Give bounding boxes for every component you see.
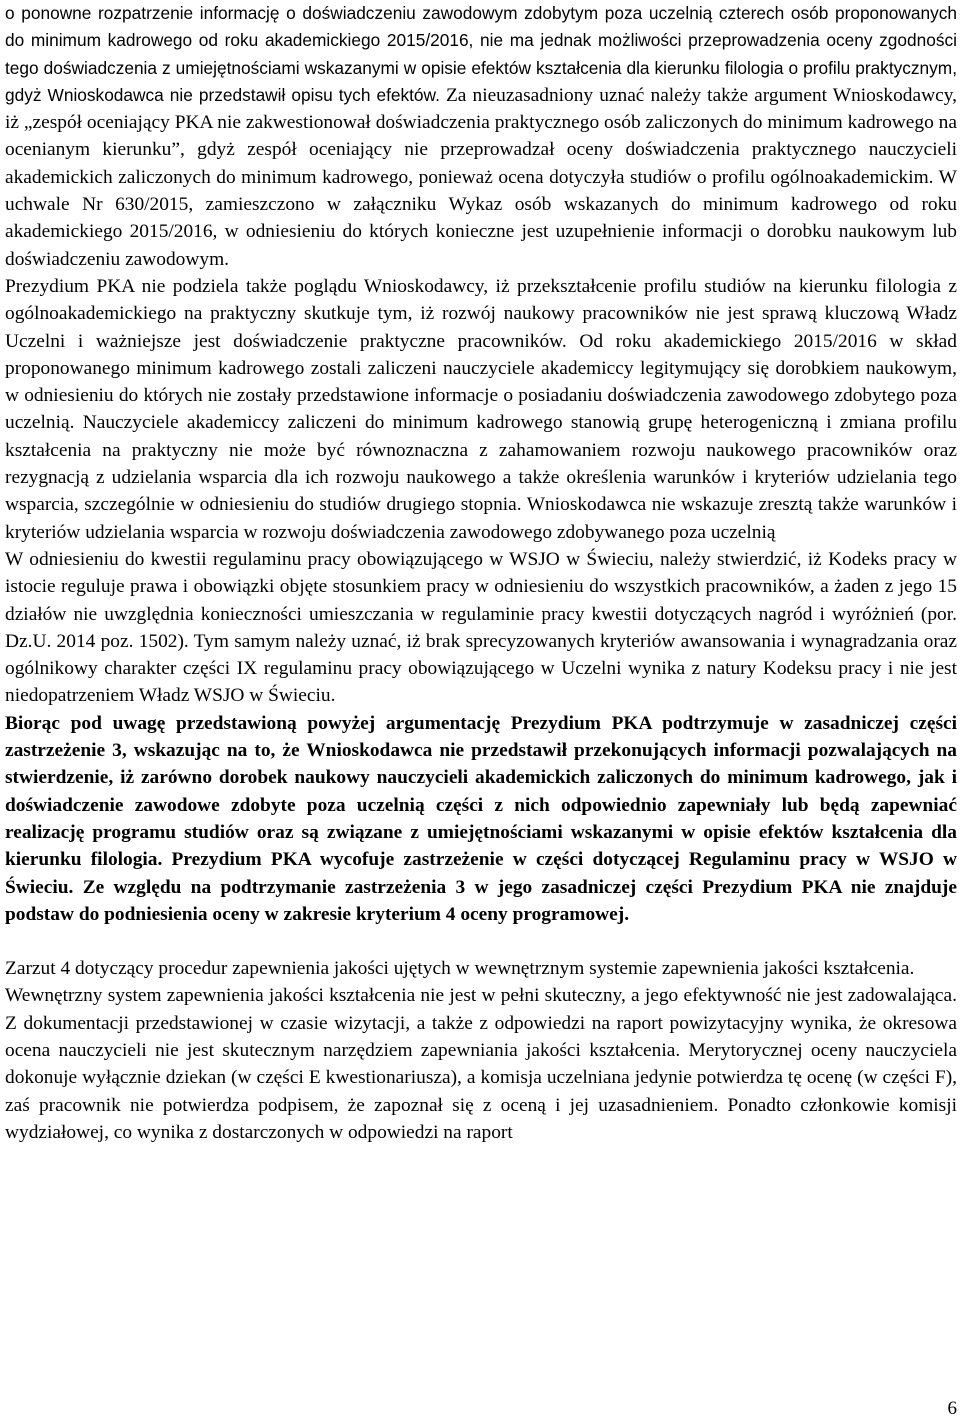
paragraph-system-jakosci: Wewnętrzny system zapewnienia jakości kształcenia nie jest w pełni skuteczny, a jego efektywność nie jest zadowalająca. Z dokumentacji przedstawionej w czasie wizytacji, a także z odpowiedzi na raport powizytacyjny wynika, że okresowa ocena nauczycieli nie jest skutecznym narzędziem zapewniania jakości kształcenia. Merytorycznej oceny nauczyciela dokonuje wyłącznie dziekan (w części E kwestionariusza), a komisja uczelniana jedynie potwierdza tę ocenę (w części F), zaś pracownik nie potwierdza podpisem, że zapoznał się z oceną i jej uzasadnieniem. Ponadto członkowie komisji wydziałowej, co wynika z dostarczonych w odpowiedzi na raport <box>5 985 957 1143</box>
paragraph-gap <box>5 928 957 955</box>
paragraph-regulamin-pracy: W odniesieniu do kwestii regulaminu pracy obowiązującego w WSJO w Świeciu, należy stwierdzić, iż Kodeks pracy w istocie reguluje prawa i obowiązki objęte stosunkiem pracy w odniesieniu do wszystkich pracowników, a żaden z jego 15 działów nie uwzględnia konieczności umieszczania w regulaminie pracy kwestii dotyczących nagród i wyróżnień (por. Dz.U. 2014 poz. 1502). Tym samym należy uznać, iż brak sprecyzowanych kryteriów awansowania i wynagradzania oraz ogólnikowy charakter części IX regulaminu pracy obowiązującego w Uczelni wynika z natury Kodeksu pracy i nie jest niedopatrzeniem Władz WSJO w Świeciu. <box>5 548 957 707</box>
paragraph-minimum-kadrowe <box>5 0 957 273</box>
paragraph-conclusion-bold: Biorąc pod uwagę przedstawioną powyżej argumentację Prezydium PKA podtrzymuje w zasadniczej części zastrzeżenie 3, wskazując na to, że Wnioskodawca nie przedstawił przekonujących informacji pozwalających na stwierdzenie, iż zarówno dorobek naukowy nauczycieli akademickich zaliczonych do minimum kadrowego, jak i doświadczenie zawodowe zdobyte poza uczelnią części z nich odpowiednio zapewniały lub będą zapewniać realizację programu studiów oraz są związane z umiejętnościami wskazanymi w opisie efektów kształcenia dla kierunku filologia. Prezydium PKA wycofuje zastrzeżenie w części dotyczącej Regulaminu pracy w WSJO w Świeciu. Ze względu na podtrzymanie zastrzeżenia 3 w jego zasadniczej części Prezydium PKA nie znajduje podstaw do podniesienia oceny w zakresie kryterium 4 oceny programowej. <box>5 712 957 925</box>
paragraph-profil-studiow: Prezydium PKA nie podziela także poglądu Wnioskodawcy, iż przekształcenie profilu studiów na kierunku filologia z ogólnoakademickiego na praktyczny skutkuje tym, iż rozwój naukowy pracowników nie jest sprawą kluczową Władz Uczelni i ważniejsze jest doświadczenie praktyczne pracowników. Od roku akademickiego 2015/2016 w skład proponowanego minimum kadrowego zostali zaliczeni nauczyciele akademiccy legitymujący się dorobkiem naukowym, w odniesieniu do których nie zostały przedstawione informacje o posiadaniu doświadczenia zawodowego zdobytego poza uczelnią. Nauczyciele akademiccy zaliczeni do minimum kadrowego stanowią grupę heterogeniczną i zmiana profilu kształcenia na praktyczny nie może być równoznaczna z zahamowaniem rozwoju naukowego pracowników oraz rezygnacją z udzielania wsparcia dla ich rozwoju naukowego a także określenia warunków i kryteriów udzielania tego wsparcia, szczególnie w odniesieniu do studiów drugiego stopnia. Wnioskodawca nie wskazuje zresztą także warunków i kryteriów udzielania wsparcia w rozwoju doświadczenia zawodowego zdobywanego poza uczelnią <box>5 275 957 543</box>
page-number: 6 <box>947 1398 957 1419</box>
paragraph-zarzut-4-heading: Zarzut 4 dotyczący procedur zapewnienia jakości ujętych w wewnętrznym systemie zapewnienia jakości kształcenia. <box>5 958 915 980</box>
document-page <box>5 0 957 1146</box>
paragraph-sans-fragment: o ponowne rozpatrzenie informację o doświadczeniu zawodowym zdobytym poza uczelnią czterech osób proponowanych do minimum kadrowego od roku akademickiego 2015/2016, nie ma jednak możliwości przeprowadzenia oceny zgodności tego doświadczenia z umiejętnościami wskazanymi w opisie efektów kształcenia dla kierunku filologia o profilu praktycznym, gdyż Wnioskodawca nie przedstawił opisu tych efektów. <box>5 3 957 105</box>
paragraph-serif-fragment: Za nieuzasadniony uznać należy także argument Wnioskodawcy, iż „zespół oceniający PKA nie zakwestionował doświadczenia praktycznego osób zaliczonych do minimum kadrowego na ocenianym kierunku”, gdyż zespół oceniający nie przeprowadzał oceny doświadczenia praktycznego nauczycieli akademickich zaliczonych do minimum kadrowego, ponieważ ocena dotyczyła studiów o profilu ogólnoakademickim. W uchwale Nr 630/2015, zamieszczono w załączniku Wykaz osób wskazanych do minimum kadrowego od roku akademickiego 2015/2016, w odniesieniu do których konieczne jest uzupełnienie informacji o dorobku naukowym lub doświadczeniu zawodowym. <box>5 84 957 270</box>
